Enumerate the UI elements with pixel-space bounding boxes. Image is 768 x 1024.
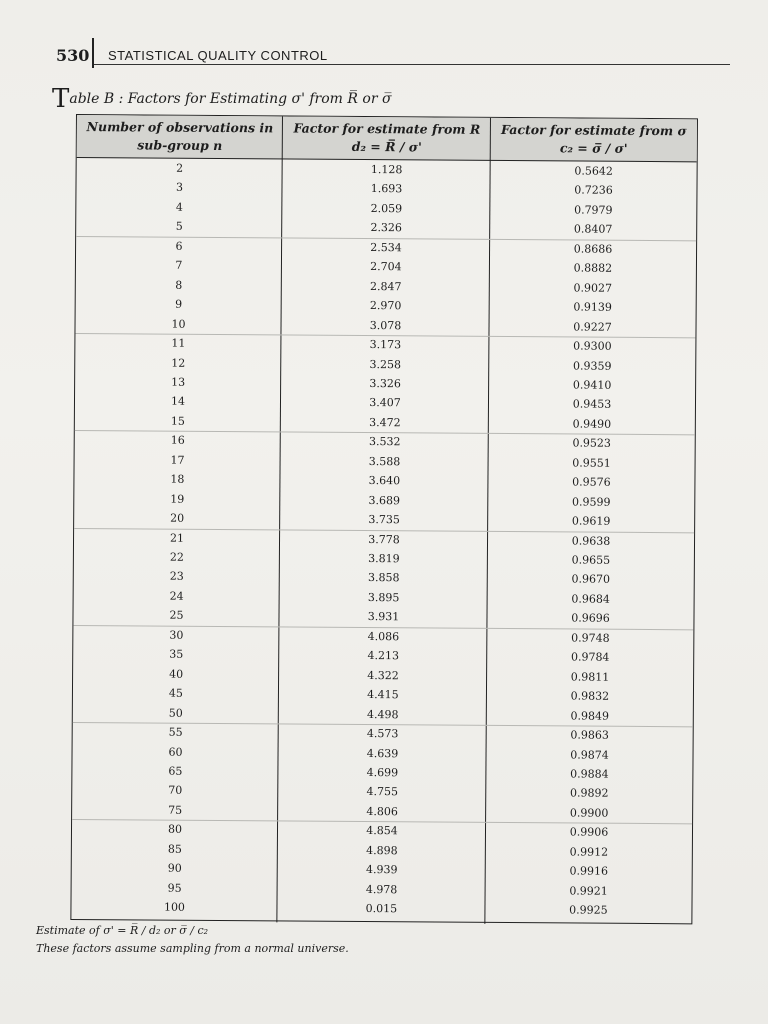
cell-n: 22 bbox=[169, 550, 184, 564]
cell-n: 65 bbox=[168, 764, 183, 778]
cell-n: 45 bbox=[168, 686, 184, 700]
cell-c2: 0.9410 bbox=[572, 378, 612, 392]
cell-n: 10 bbox=[171, 317, 186, 331]
cell-d2: 0.015 bbox=[365, 902, 398, 916]
cell-n: 24 bbox=[169, 589, 184, 603]
header-rule bbox=[94, 64, 730, 65]
footnote-estimate: Estimate of σ' = R̅ / d₂ or σ̅ / c₂ bbox=[36, 924, 209, 937]
cell-n: 12 bbox=[171, 356, 186, 370]
cell-n: 8 bbox=[175, 278, 183, 292]
cell-d2: 2.326 bbox=[370, 221, 403, 235]
cell-n: 3 bbox=[175, 181, 184, 195]
cell-n: 95 bbox=[167, 881, 182, 895]
column-header-d2 bbox=[283, 116, 491, 159]
cell-d2: 3.258 bbox=[369, 357, 402, 371]
cell-d2: 4.699 bbox=[366, 765, 399, 780]
cell-n: 5 bbox=[175, 220, 183, 234]
cell-d2: 3.326 bbox=[369, 376, 401, 391]
cell-d2: 4.978 bbox=[365, 882, 398, 896]
cell-c2: 0.9027 bbox=[573, 281, 613, 295]
cell-n: 9 bbox=[175, 297, 183, 311]
cell-d2: 3.588 bbox=[368, 454, 401, 469]
cell-n: 85 bbox=[167, 842, 182, 856]
cell-d2: 3.735 bbox=[368, 513, 400, 527]
page-header bbox=[52, 38, 732, 70]
cell-n: 7 bbox=[175, 258, 183, 272]
cell-d2: 4.639 bbox=[366, 746, 399, 760]
cell-n: 13 bbox=[171, 375, 186, 389]
cell-c2: 0.9300 bbox=[573, 339, 612, 353]
column-header-line: Factor for estimate from σ bbox=[501, 121, 687, 139]
cell-c2: 0.9551 bbox=[572, 456, 611, 470]
cell-d2: 4.806 bbox=[366, 804, 398, 819]
footnote-assumption: These factors assume sampling from a normal universe. bbox=[36, 942, 349, 955]
cell-c2: 0.9874 bbox=[570, 747, 609, 762]
cell-d2: 2.059 bbox=[370, 201, 403, 216]
column-header-line: Number of observations in bbox=[86, 119, 274, 136]
cell-c2: 0.9638 bbox=[571, 534, 611, 548]
cell-c2: 0.9139 bbox=[573, 300, 612, 314]
cell-d2: 2.534 bbox=[370, 240, 402, 255]
cell-d2: 4.573 bbox=[366, 727, 399, 741]
cell-d2: 4.755 bbox=[366, 785, 399, 799]
cell-c2: 0.8882 bbox=[573, 261, 613, 275]
cell-n: 100 bbox=[163, 900, 186, 914]
cell-n: 30 bbox=[169, 628, 184, 642]
column-header-c2 bbox=[491, 118, 697, 161]
cell-d2: 4.415 bbox=[367, 688, 399, 702]
cell-c2: 0.9925 bbox=[569, 903, 608, 917]
cell-n: 90 bbox=[167, 861, 182, 875]
cell-n: 14 bbox=[170, 395, 186, 409]
cell-c2: 0.9912 bbox=[569, 845, 609, 859]
cell-c2: 0.9811 bbox=[570, 670, 610, 684]
cell-n: 4 bbox=[175, 200, 183, 214]
cell-d2: 4.898 bbox=[366, 843, 398, 858]
cell-d2: 4.498 bbox=[367, 707, 399, 721]
cell-d2: 4.939 bbox=[365, 863, 398, 877]
cell-c2: 0.9916 bbox=[569, 864, 609, 878]
cell-d2: 3.532 bbox=[368, 435, 401, 449]
cell-d2: 3.472 bbox=[369, 415, 401, 430]
cell-c2: 0.9576 bbox=[572, 475, 611, 489]
cell-n: 17 bbox=[170, 453, 185, 467]
factors-table bbox=[70, 114, 698, 924]
cell-d2: 3.078 bbox=[369, 318, 402, 332]
cell-n: 55 bbox=[168, 725, 183, 739]
cell-n: 23 bbox=[169, 570, 184, 584]
cell-c2: 0.9227 bbox=[573, 320, 612, 334]
column-header-line: d₂ = R̅ / σ' bbox=[351, 138, 422, 155]
cell-d2: 4.322 bbox=[367, 668, 399, 682]
running-title: STATISTICAL QUALITY CONTROL bbox=[108, 48, 328, 63]
cell-c2: 0.7236 bbox=[574, 183, 613, 198]
cell-d2: 3.819 bbox=[368, 552, 400, 566]
cell-c2: 0.9599 bbox=[572, 495, 611, 509]
cell-d2: 3.895 bbox=[367, 590, 400, 605]
cell-n: 70 bbox=[168, 784, 183, 798]
cell-d2: 2.704 bbox=[370, 260, 402, 274]
cell-c2: 0.9655 bbox=[571, 553, 611, 567]
footnote bbox=[36, 922, 349, 958]
cell-c2: 0.9490 bbox=[572, 417, 612, 431]
cell-c2: 0.9906 bbox=[569, 825, 609, 840]
cell-d2: 2.847 bbox=[370, 279, 402, 293]
cell-c2: 0.9684 bbox=[571, 592, 610, 606]
table-row bbox=[71, 900, 691, 924]
cell-d2: 3.173 bbox=[369, 338, 402, 352]
cell-n: 15 bbox=[170, 414, 185, 428]
cell-n: 35 bbox=[169, 647, 184, 662]
cell-c2: 0.9523 bbox=[572, 436, 612, 451]
cell-d2: 2.970 bbox=[369, 299, 402, 313]
cell-n: 19 bbox=[170, 492, 185, 506]
cell-c2: 0.9832 bbox=[570, 689, 610, 703]
cell-d2: 3.778 bbox=[368, 532, 400, 546]
cell-n: 21 bbox=[169, 531, 185, 545]
cell-c2: 0.9453 bbox=[572, 397, 612, 412]
cell-c2: 0.9884 bbox=[570, 767, 609, 781]
cell-n: 6 bbox=[175, 239, 183, 253]
cell-d2: 1.693 bbox=[370, 182, 403, 196]
cell-n: 40 bbox=[169, 667, 184, 681]
cell-n: 2 bbox=[176, 161, 184, 175]
cell-d2: 3.640 bbox=[368, 474, 401, 488]
cell-d2: 4.213 bbox=[367, 649, 400, 663]
column-header-n bbox=[77, 115, 283, 158]
cell-c2: 0.9863 bbox=[570, 728, 609, 742]
column-header-line: c₂ = σ̅ / σ' bbox=[559, 140, 628, 156]
cell-n: 25 bbox=[169, 609, 184, 623]
cell-c2: 0.7979 bbox=[574, 203, 613, 217]
table-caption bbox=[52, 84, 392, 114]
column-header-line: Factor for estimate from R bbox=[293, 120, 481, 137]
cell-d2: 3.407 bbox=[369, 396, 401, 410]
cell-n: 11 bbox=[171, 336, 186, 350]
cell-d2: 1.128 bbox=[370, 163, 403, 177]
cell-c2: 0.9849 bbox=[570, 709, 610, 723]
cell-c2: 0.8686 bbox=[573, 242, 613, 256]
cell-c2: 0.9900 bbox=[569, 806, 609, 820]
cell-d2: 3.931 bbox=[367, 610, 400, 624]
caption-drop-letter: T bbox=[52, 84, 70, 114]
cell-c2: 0.9670 bbox=[571, 572, 611, 587]
cell-d2: 3.858 bbox=[367, 571, 400, 585]
cell-d2: 3.689 bbox=[368, 493, 401, 507]
cell-d2: 4.086 bbox=[367, 629, 400, 644]
cell-d2: 4.854 bbox=[366, 824, 398, 838]
cell-c2: 0.9784 bbox=[570, 650, 610, 664]
cell-c2: 0.9359 bbox=[572, 358, 612, 373]
page-number: 530 bbox=[56, 46, 90, 65]
cell-c2: 0.9619 bbox=[571, 514, 611, 528]
column-header-line: sub-group n bbox=[137, 137, 223, 154]
cell-n: 18 bbox=[170, 472, 185, 486]
cell-n: 50 bbox=[168, 706, 183, 720]
cell-n: 20 bbox=[170, 511, 185, 525]
cell-c2: 0.9921 bbox=[569, 884, 608, 898]
cell-c2: 0.9892 bbox=[569, 786, 609, 801]
cell-c2: 0.8407 bbox=[573, 222, 613, 237]
table-header bbox=[77, 115, 697, 162]
cell-n: 60 bbox=[168, 745, 183, 759]
caption-text: able B : Factors for Estimating σ' from R̅ or σ̅ bbox=[69, 91, 392, 107]
cell-n: 75 bbox=[168, 803, 183, 817]
cell-n: 16 bbox=[170, 433, 185, 448]
cell-c2: 0.9748 bbox=[571, 631, 610, 645]
cell-n: 80 bbox=[167, 822, 183, 837]
cell-c2: 0.9696 bbox=[571, 611, 610, 626]
cell-c2: 0.5642 bbox=[574, 164, 613, 178]
